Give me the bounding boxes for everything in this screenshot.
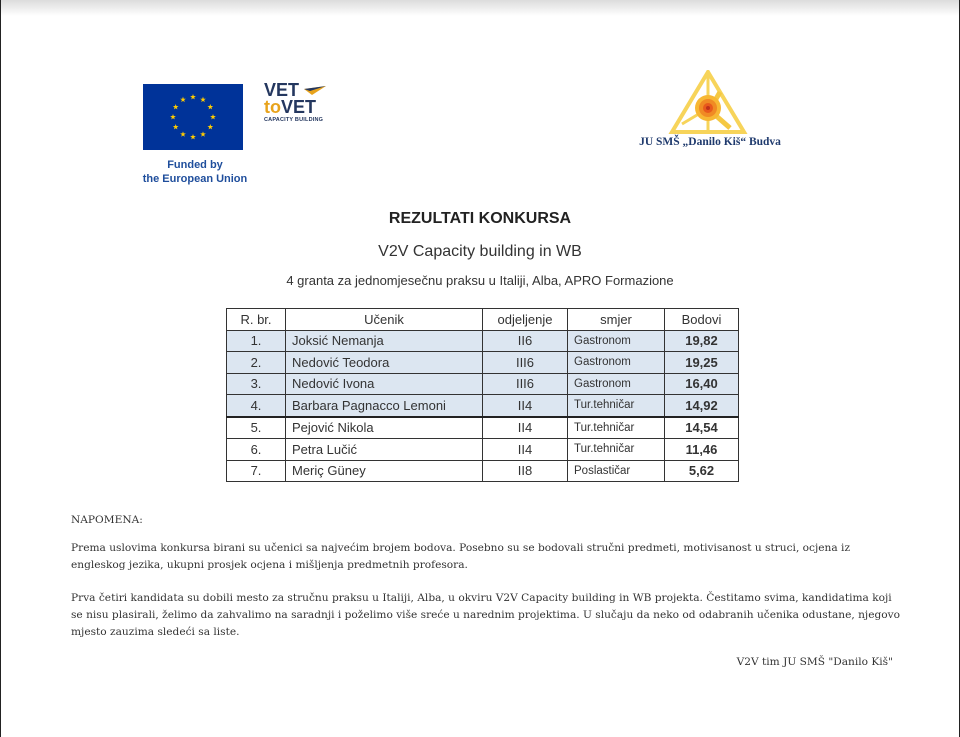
vet-logo-line2 (264, 99, 344, 116)
eu-star-icon (180, 131, 186, 136)
cell-smjer: Tur.tehničar (568, 439, 665, 461)
cell-rb: 1. (227, 330, 286, 352)
table-row (227, 352, 739, 374)
school-logo-emblem (668, 70, 748, 136)
cell-rb: 4. (227, 395, 286, 417)
document-subtitle-2: 4 granta za jednomjesečnu praksu u Italiji, Alba, APRO Formazione (286, 273, 674, 288)
document-title: REZULTATI KONKURSA (388, 210, 572, 227)
eu-stars-icon (143, 84, 243, 150)
vet-to-vet-logo (264, 82, 344, 134)
cell-smjer: Gastronom (568, 330, 665, 352)
vet-logo-vet: VET (281, 97, 317, 117)
header-rb: R. br. (227, 309, 286, 331)
cell-rb: 5. (227, 417, 286, 439)
document-subtitle: V2V Capacity building in WB (378, 243, 582, 260)
school-name: JU SMŠ „Danilo Kiš“ Budva (639, 136, 781, 148)
note-paragraph-2: Prva četiri kandidata su dobili mesto za stručnu praksu u Italiji, Alba, u okviru V2V Capacity building in WB projekta. Čestitamo svima, kandidatima koji se nisu plasirali, želimo da zahvalimo na saradnji i poželimo više sreće u narednim projektima. U slučaju da neko od odabranih učenika odustane, njegovo mjesto zauzima sledeći sa liste. (71, 592, 901, 638)
vet-logo-to: to (264, 97, 281, 117)
cell-rb: 3. (227, 373, 286, 395)
signature: V2V tim JU SMŠ "Danilo Kiš" (736, 656, 893, 668)
table-row (227, 460, 739, 482)
cell-name: Petra Lučić (286, 439, 483, 461)
eu-star-icon (180, 97, 186, 102)
table-row (227, 439, 739, 461)
table-header-row (227, 309, 739, 331)
cell-name: Nedović Teodora (286, 352, 483, 374)
eu-funding-line2: the European Union (142, 173, 248, 185)
triangle-sun-icon (668, 70, 748, 136)
eu-funding-text (128, 158, 262, 186)
vet-logo-ve: VE (264, 80, 289, 100)
cell-odjeljenje: II6 (483, 330, 568, 352)
header-ucenik: Učenik (286, 309, 483, 331)
cell-smjer: Gastronom (568, 352, 665, 374)
eu-star-icon (190, 134, 196, 139)
page-top-shadow (1, 0, 959, 16)
cell-odjeljenje: II4 (483, 395, 568, 417)
note-paragraph-1: Prema uslovima konkursa birani su učenici sa najvećim brojem bodova. Posebno su se bodovali stručni predmeti, motivisanost u struci, ocjena iz engleskog jezika, ukupni prosjek ocjena i mišljenja predmetnih profesora. (71, 542, 851, 571)
eu-star-icon (173, 124, 179, 129)
eu-star-icon (173, 104, 179, 109)
results-table (226, 308, 739, 482)
eu-star-icon (210, 114, 216, 119)
header-bodovi: Bodovi (665, 309, 739, 331)
table-row (227, 373, 739, 395)
eu-funding-line1: Funded by (167, 159, 223, 171)
cell-name: Meriç Güney (286, 460, 483, 482)
table-row (227, 417, 739, 439)
page-border-left (0, 0, 1, 737)
table-row (227, 330, 739, 352)
cell-bodovi: 11,46 (665, 439, 739, 461)
eu-star-icon (190, 94, 196, 99)
cell-bodovi: 16,40 (665, 373, 739, 395)
header-smjer: smjer (568, 309, 665, 331)
cell-name: Barbara Pagnacco Lemoni (286, 395, 483, 417)
header-odjeljenje: odjeljenje (483, 309, 568, 331)
eu-star-icon (170, 114, 176, 119)
vet-logo-t: T (288, 80, 300, 100)
vet-logo-tagline: CAPACITY BUILDING (264, 117, 324, 123)
cell-rb: 6. (227, 439, 286, 461)
cell-odjeljenje: III6 (483, 373, 568, 395)
paper-plane-icon (304, 86, 326, 96)
cell-bodovi: 19,25 (665, 352, 739, 374)
cell-odjeljenje: II4 (483, 417, 568, 439)
cell-smjer: Poslastičar (568, 460, 665, 482)
cell-rb: 2. (227, 352, 286, 374)
table-row (227, 395, 739, 417)
cell-odjeljenje: III6 (483, 352, 568, 374)
cell-bodovi: 5,62 (665, 460, 739, 482)
note-heading: NAPOMENA: (71, 514, 143, 526)
cell-bodovi: 19,82 (665, 330, 739, 352)
eu-star-icon (207, 104, 213, 109)
eu-star-icon (207, 124, 213, 129)
eu-flag-logo (143, 84, 243, 150)
cell-name: Joksić Nemanja (286, 330, 483, 352)
eu-star-icon (200, 131, 206, 136)
cell-smjer: Tur.tehničar (568, 395, 665, 417)
cell-smjer: Tur.tehničar (568, 417, 665, 439)
cell-bodovi: 14,92 (665, 395, 739, 417)
cell-odjeljenje: II4 (483, 439, 568, 461)
cell-smjer: Gastronom (568, 373, 665, 395)
cell-rb: 7. (227, 460, 286, 482)
cell-name: Pejović Nikola (286, 417, 483, 439)
cell-odjeljenje: II8 (483, 460, 568, 482)
cell-bodovi: 14,54 (665, 417, 739, 439)
eu-star-icon (200, 97, 206, 102)
cell-name: Nedović Ivona (286, 373, 483, 395)
